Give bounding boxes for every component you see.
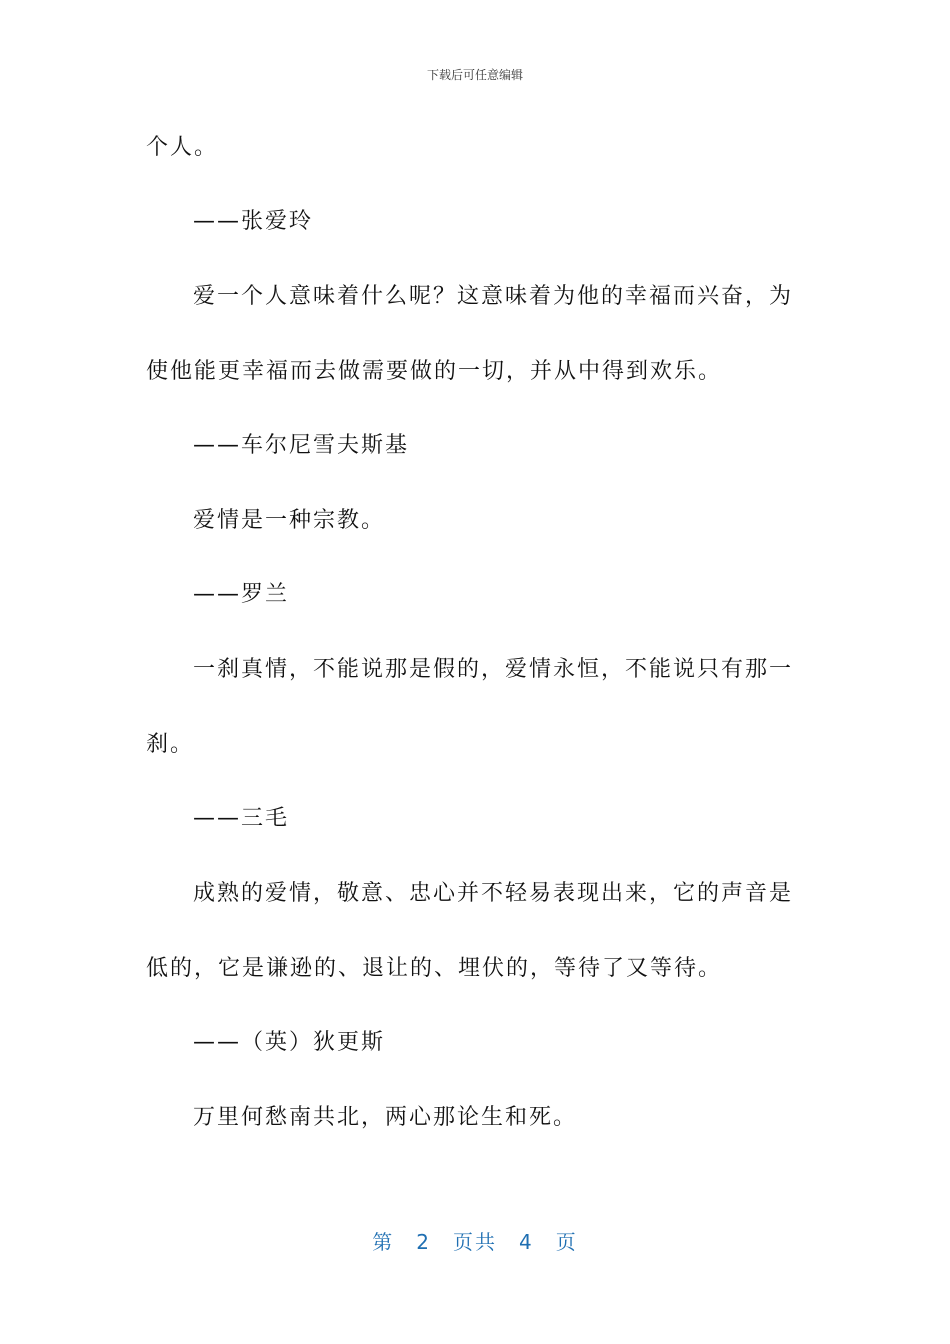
footer-prefix: 第 (372, 1230, 395, 1254)
footer-middle: 页共 (453, 1230, 497, 1254)
author-line: ——三毛 (193, 806, 290, 831)
author-line: ——车尔尼雪夫斯基 (193, 433, 410, 458)
text-line: 使他能更幸福而去做需要做的一切，并从中得到欢乐。 (146, 359, 723, 384)
page-footer (0, 1226, 950, 1255)
text-line: 一刹真情，不能说那是假的，爱情永恒，不能说只有那一 (193, 657, 794, 682)
footer-suffix: 页 (555, 1230, 578, 1254)
page-header: 下载后可任意编辑 (426, 68, 523, 82)
text-line: 刹。 (146, 732, 195, 757)
total-pages-number: 4 (519, 1230, 534, 1254)
text-line: 成熟的爱情，敬意、忠心并不轻易表现出来，它的声音是 (193, 881, 794, 906)
text-line: 低的，它是谦逊的、退让的、埋伏的，等待了又等待。 (146, 956, 723, 981)
current-page-number: 2 (416, 1230, 431, 1254)
author-line: ——张爱玲 (193, 209, 314, 234)
author-line: ——（英）狄更斯 (193, 1030, 386, 1055)
text-line: 个人。 (146, 135, 219, 160)
text-line: 万里何愁南共北，两心那论生和死。 (193, 1105, 578, 1130)
author-line: ——罗兰 (193, 582, 290, 607)
text-line: 爱一个人意味着什么呢？这意味着为他的幸福而兴奋，为 (193, 284, 794, 309)
text-line: 爱情是一种宗教。 (193, 508, 386, 533)
